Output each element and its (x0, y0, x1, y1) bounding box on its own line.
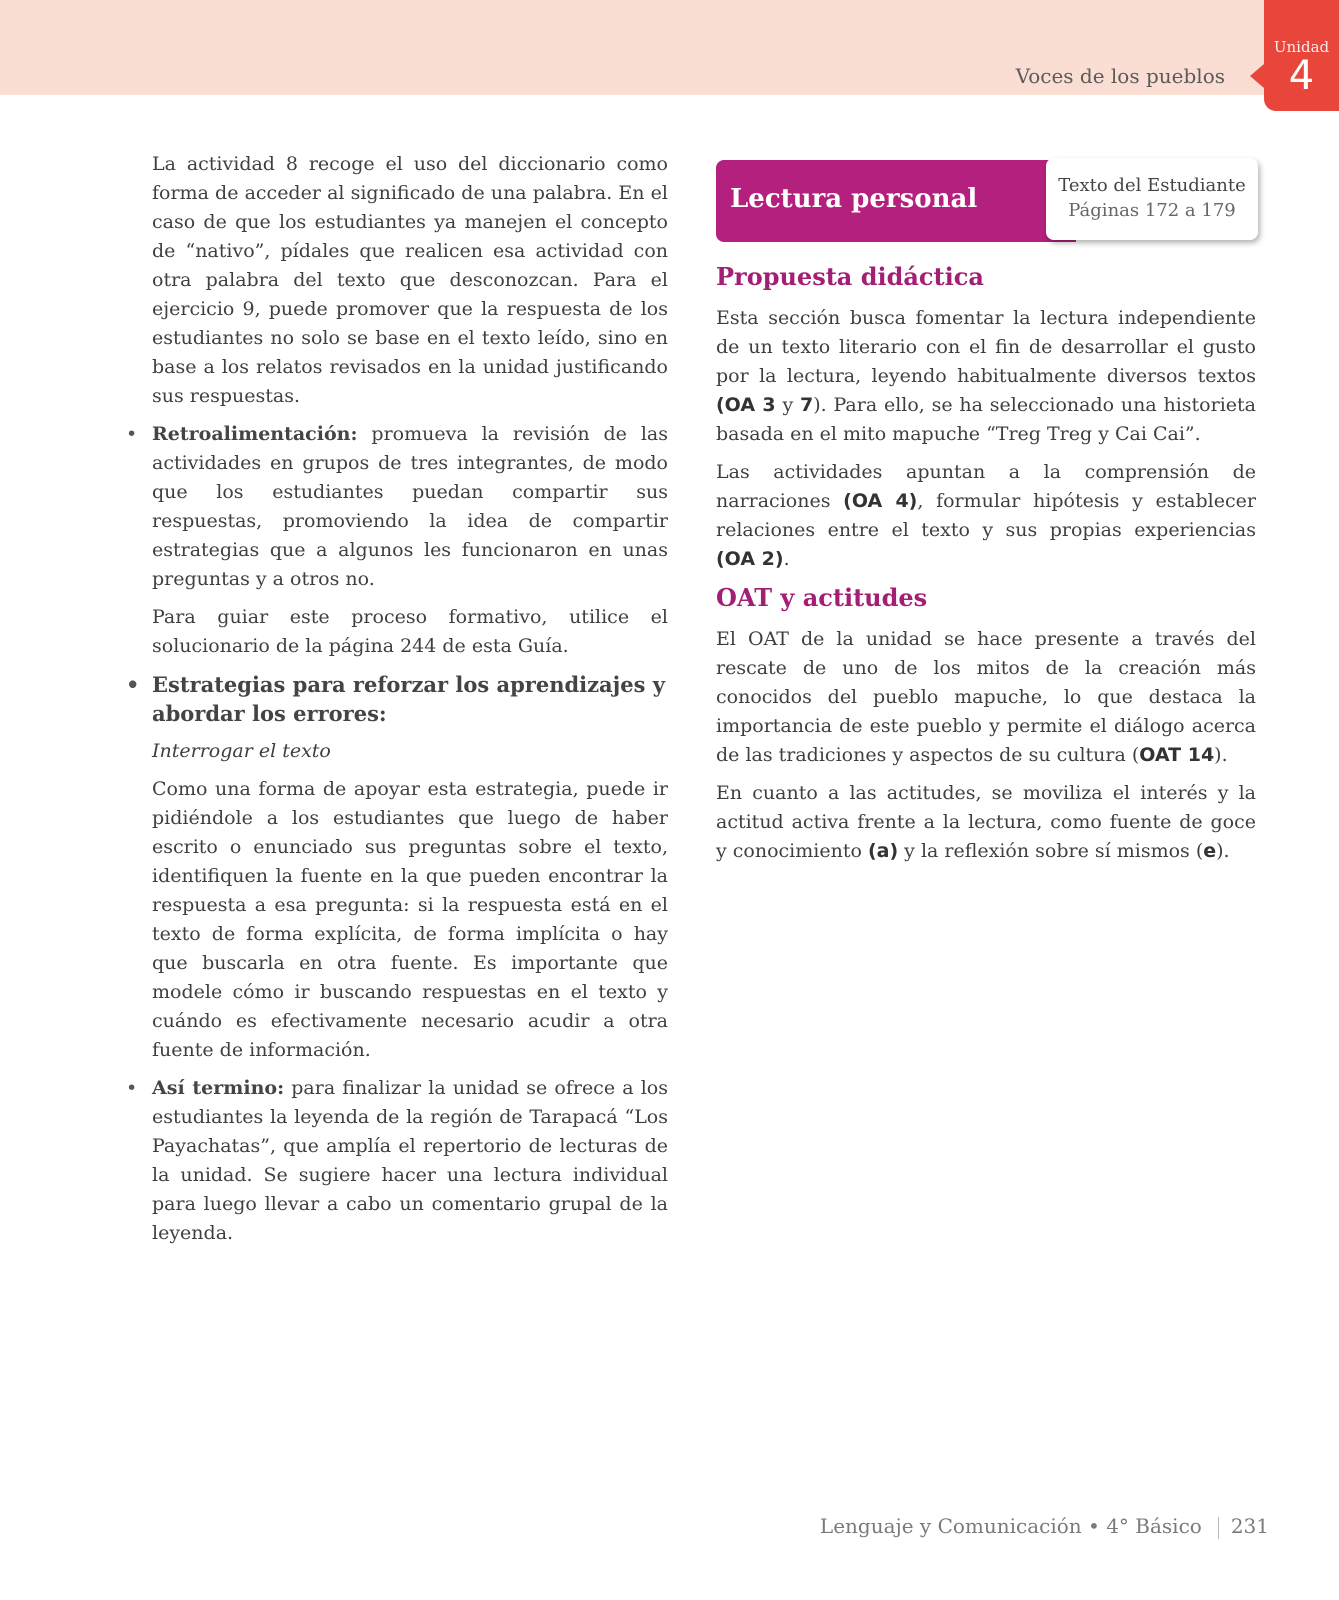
attitude-ref: e (1203, 840, 1217, 862)
unit-label: Unidad (1273, 38, 1330, 56)
page-number: 231 (1230, 1514, 1269, 1538)
text-run: . (783, 548, 790, 570)
banner-main (716, 160, 1076, 242)
oa-ref: 7 (799, 394, 814, 416)
text-run: ). (1216, 840, 1230, 862)
left-column (126, 150, 668, 1257)
text-run: ). (1214, 744, 1228, 766)
heading-oat: OAT y actitudes (716, 583, 928, 612)
bullet-label: Retroalimentación: (152, 423, 358, 445)
footer-subject: Lenguaje y Comunicación • 4° Básico (819, 1514, 1202, 1538)
reference-book: Texto del Estudiante (1058, 175, 1246, 196)
unit-number: 4 (1288, 53, 1315, 99)
bullet-estrategias (126, 670, 668, 728)
reference-pages: Páginas 172 a 179 (1068, 200, 1236, 221)
unit-arrow-icon (1250, 64, 1264, 88)
heading-propuesta: Propuesta didáctica (716, 262, 984, 291)
text-run: y (775, 394, 800, 416)
banner-title: Lectura personal (730, 184, 978, 214)
paragraph-propuesta-1 (716, 304, 1256, 449)
paragraph-activity-8: La actividad 8 recoge el uso del diccionario como forma de acceder al significado de una palabra. En el caso de que los estudiantes ya manejen el concepto de “nativo”, pídales que realicen esa actividad con otra palabra del texto que desconozcan. Para el ejercicio 9, puede promover que la respuesta de los estudiantes no solo se base en el texto leído, sino en base a los relatos revisados en la unidad justificando sus respuestas. (152, 153, 668, 407)
paragraph-oat-2 (716, 779, 1256, 866)
page-footer (820, 1514, 1269, 1539)
oa-ref: (OA 4) (843, 490, 918, 512)
footer-divider (1218, 1517, 1219, 1539)
text-run: El OAT de la unidad se hace presente a través del rescate de uno de los mitos de la creación más conocidos del pueblo mapuche, lo que destaca la importancia de este pueblo y permite el diálogo acerca de las tradiciones y aspectos de su cultura ( (716, 628, 1256, 766)
bullet-label: Así termino: (152, 1077, 285, 1099)
bullet-asi-termino (126, 1074, 668, 1248)
oa-ref: (OA 2) (716, 548, 784, 570)
bullet-text: promueva la revisión de las actividades en grupos de tres integrantes, de modo que los estudiantes puedan compartir sus respuestas, promoviendo la idea de compartir estrategias que a algunos les funcionaron en unas preguntas y a otros no. (152, 423, 668, 590)
paragraph-solucionario: Para guiar este proceso formativo, utilice el solucionario de la página 244 de esta Guía. (152, 606, 668, 657)
right-column (716, 160, 1256, 875)
text-run: ). Para ello, se ha seleccionado una historieta basada en el mito mapuche “Treg Treg y Cai Cai”. (716, 394, 1256, 445)
subheading-interrogar: Interrogar el texto (152, 740, 331, 762)
unit-tab (1264, 0, 1339, 111)
bullet-text: para finalizar la unidad se ofrece a los estudiantes la leyenda de la región de Tarapacá “Los Payachatas”, que amplía el repertorio de lecturas de la unidad. Se sugiere hacer una lectura individual para luego llevar a cabo un comentario grupal de la leyenda. (152, 1077, 668, 1244)
text-run: Las actividades apuntan a la comprensión de narraciones (716, 461, 1256, 512)
bullet-icon: • (126, 1077, 138, 1099)
unit-title: Voces de los pueblos (1015, 64, 1225, 88)
section-banner (716, 160, 1256, 242)
paragraph-propuesta-2 (716, 458, 1256, 574)
bullet-icon: • (126, 672, 140, 697)
paragraph-oat-1 (716, 625, 1256, 770)
bullet-icon: • (126, 423, 138, 445)
bullet-heading: Estrategias para reforzar los aprendizajes y abordar los errores: (152, 672, 665, 726)
text-run: Esta sección busca fomentar la lectura independiente de un texto literario con el fin de desarrollar el gusto por la lectura, leyendo habitualmente diversos textos (716, 307, 1256, 387)
banner-reference (1046, 158, 1258, 240)
oat-ref: OAT 14 (1139, 744, 1215, 766)
text-run: y la reflexión sobre sí mismos ( (898, 840, 1204, 862)
oa-ref: (OA 3 (716, 394, 776, 416)
paragraph-estrategia: Como una forma de apoyar esta estrategia, puede ir pidiéndole a los estudiantes que luego de haber escrito o enunciado sus preguntas sobre el texto, identifiquen la fuente en la que pueden encontrar la respuesta a esa pregunta: si la respuesta está en el texto de forma explícita, de forma implícita o hay que buscarla en otra fuente. Es importante que modele cómo ir buscando respuestas en el texto y cuándo es efectivamente necesario acudir a otra fuente de información. (152, 778, 668, 1061)
attitude-ref: (a) (867, 840, 899, 862)
bullet-retroalimentacion (126, 420, 668, 594)
text-run: En cuanto a las actitudes, se moviliza el interés y la actitud activa frente a la lectura, como fuente de goce y conocimiento (716, 782, 1256, 862)
text-run: , formular hipótesis y establecer relaciones entre el texto y sus propias experiencias (716, 490, 1256, 541)
